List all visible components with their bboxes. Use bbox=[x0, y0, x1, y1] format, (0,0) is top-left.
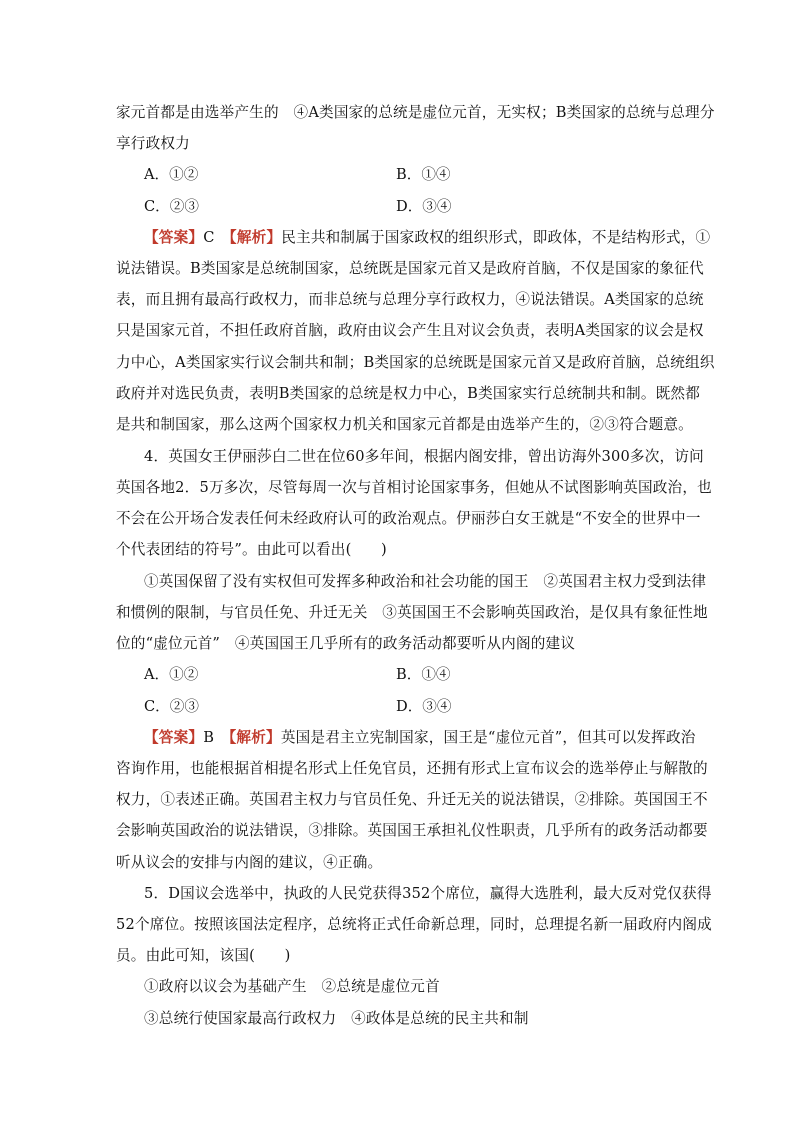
q4-analysis-line-2: 咨询作用，也能根据首相提名形式上任免官员，还拥有形式上宣布议会的选举停止与解散的 bbox=[116, 760, 708, 777]
q3-option-c: C．②③ bbox=[144, 198, 199, 215]
q3-analysis-line-6: 政府并对选民负责，表明B类国家的总统是权力中心，B类国家实行总统制共和制。既然都 bbox=[116, 385, 701, 402]
q3-analysis-line-4: 只是国家元首，不担任政府首脑，政府由议会产生且对议会负责，表明A类国家的议会是权 bbox=[116, 322, 704, 339]
answer-tag: 【答案】 bbox=[144, 729, 204, 746]
q4-analysis-line-1: 英国是君主立宪制国家，国王是“虚位元首”，但其可以发挥政治 bbox=[280, 729, 696, 746]
q4-stem-line-2: 英国各地2．5万多次，尽管每周一次与首相讨论国家事务，但她从不试图影响英国政治，也 bbox=[116, 479, 712, 496]
q3-stem-line-1: 家元首都是由选举产生的 ④A类国家的总统是虚位元首，无实权；B类国家的总统与总理分 bbox=[116, 104, 715, 121]
q5-stem-line-3: 员。由此可知，该国( ) bbox=[116, 947, 291, 964]
answer-tag: 【答案】 bbox=[144, 229, 204, 246]
q5-statement-line-1: ①政府以议会为基础产生 ②总统是虚位元首 bbox=[144, 978, 440, 995]
q3-answer: C bbox=[203, 229, 215, 246]
q4-stem-line-1: 4．英国女王伊丽莎白二世在位60多年间，根据内阁安排，曾出访海外300多次，访问 bbox=[144, 448, 704, 465]
q4-option-b: B．①④ bbox=[396, 666, 451, 683]
q4-option-d: D．③④ bbox=[396, 698, 452, 715]
q5-stem-line-1: 5．D国议会选举中，执政的人民党获得352个席位，赢得大选胜利，最大反对党仅获得 bbox=[144, 885, 712, 902]
q4-answer: B bbox=[203, 729, 215, 746]
q4-statement-line-1: ①英国保留了没有实权但可发挥多种政治和社会功能的国王 ②英国君主权力受到法律 bbox=[144, 573, 707, 590]
q5-statement-line-2: ③总统行使国家最高行政权力 ④政体是总统的民主共和制 bbox=[144, 1010, 529, 1027]
q3-analysis-line-1: 民主共和制属于国家政权的组织形式，即政体，不是结构形式，① bbox=[281, 229, 711, 246]
q3-option-a: A．①② bbox=[144, 166, 199, 183]
q4-stem-line-3: 不会在公开场合发表任何未经政府认可的政治观点。伊丽莎白女王就是“不安全的世界中一 bbox=[116, 510, 701, 527]
q3-option-b: B．①④ bbox=[396, 166, 451, 183]
q3-analysis-line-3: 表，而且拥有最高行政权力，而非总统与总理分享行政权力，④说法错误。A类国家的总统 bbox=[116, 291, 704, 308]
q3-answer-line bbox=[144, 228, 710, 248]
q3-stem-line-2: 享行政权力 bbox=[116, 135, 190, 152]
q4-answer-line bbox=[144, 728, 710, 748]
q3-option-d: D．③④ bbox=[396, 198, 452, 215]
q4-analysis-line-5: 听从议会的安排与内阁的建议，④正确。 bbox=[116, 854, 383, 871]
analysis-tag: 【解析】 bbox=[228, 729, 281, 746]
q4-option-c: C．②③ bbox=[144, 698, 199, 715]
q3-analysis-line-5: 力中心，A类国家实行议会制共和制；B类国家的总统既是国家元首又是政府首脑，总统组织 bbox=[116, 354, 715, 371]
q5-stem-line-2: 52个席位。按照该国法定程序，总统将正式任命新总理，同时，总理提名新一届政府内阁成 bbox=[116, 916, 712, 933]
q3-analysis-line-2: 说法错误。B类国家是总统制国家，总统既是国家元首又是政府首脑，不仅是国家的象征代 bbox=[116, 260, 704, 277]
q4-statement-line-3: 位的“虚位元首” ④英国国王几乎所有的政务活动都要听从内阁的建议 bbox=[116, 635, 576, 652]
q4-analysis-line-4: 会影响英国政治的说法错误，③排除。英国国王承担礼仪性职责，几乎所有的政务活动都要 bbox=[116, 822, 708, 839]
q4-statement-line-2: 和惯例的限制，与官员任免、升迁无关 ③英国国王不会影响英国政治，是仅具有象征性地 bbox=[116, 604, 708, 621]
q4-analysis-line-3: 权力，①表述正确。英国君主权力与官员任免、升迁无关的说法错误，②排除。英国国王不 bbox=[116, 791, 708, 808]
q3-analysis-line-7: 是共和制国家，那么这两个国家权力机关和国家元首都是由选举产生的，②③符合题意。 bbox=[116, 416, 693, 433]
q4-option-a: A．①② bbox=[144, 666, 199, 683]
analysis-tag: 【解析】 bbox=[229, 229, 282, 246]
q4-stem-line-4: 个代表团结的符号”。由此可以看出( ) bbox=[116, 541, 387, 558]
